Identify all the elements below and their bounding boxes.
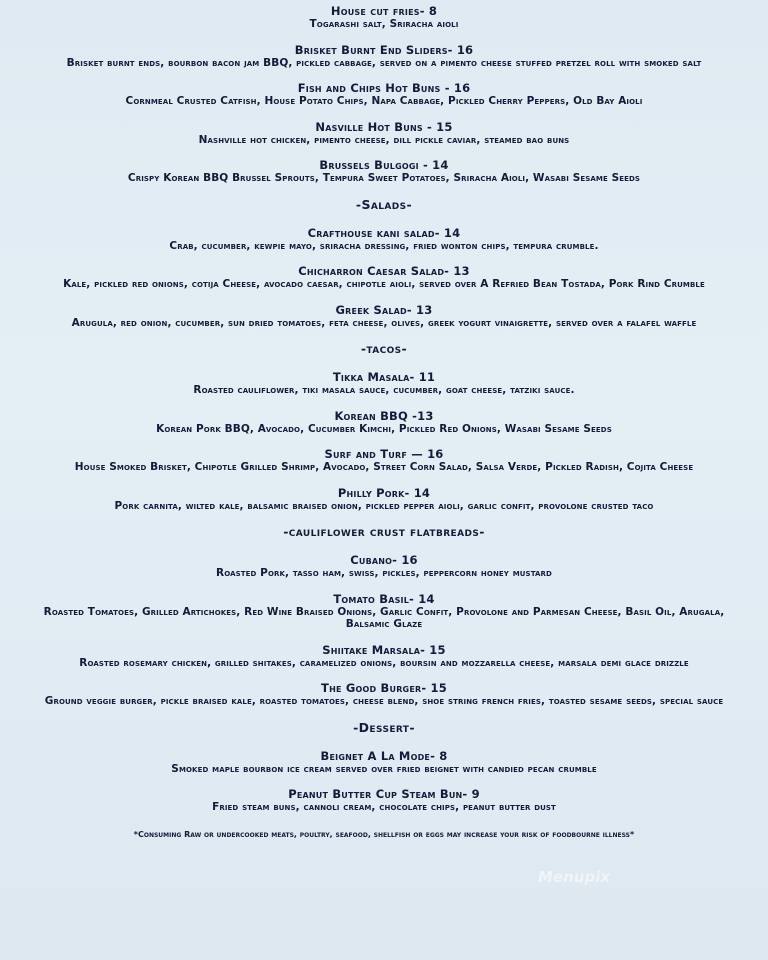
menu-item — [0, 158, 768, 185]
menu-item — [0, 81, 768, 108]
menu-item-title: Korean BBQ -13 — [334, 408, 434, 423]
menu-item-description: Nashville hot chicken, pimento cheese, dill pickle caviar, steamed bao buns — [198, 133, 570, 146]
menu-item-description: House Smoked Brisket, Chipotle Grilled Shrimp, Avocado, Street Corn Salad, Salsa Verde, Pickled Radish, Cojita Cheese — [74, 461, 694, 473]
menu-item — [0, 4, 768, 31]
menu-item-description: Roasted Tomatoes, Grilled Artichokes, Red Wine Braised Onions, Garlic Confit, Provolone and Parmesan Cheese, Basil Oil, Arugala, Balsamic Glaze — [43, 605, 725, 630]
menu-item — [0, 370, 768, 397]
menu-section — [0, 341, 768, 512]
menu-item-title: Tomato Basil- 14 — [333, 591, 435, 606]
menu-item — [0, 120, 768, 147]
menu-item-title: Brussels Bulgogi - 14 — [319, 158, 449, 172]
menu-item-description: Pork carnita, wilted kale, balsamic braised onion, pickled pepper aioli, garlic confit, provolone crusted taco — [114, 499, 654, 512]
menu-item-title: Greek Salad- 13 — [335, 302, 433, 317]
section-title: -tacos- — [360, 341, 408, 356]
menu-item — [0, 447, 768, 474]
menu-item — [0, 553, 768, 580]
menu-item — [0, 486, 768, 513]
menu-item-title: Peanut Butter Cup Steam Bun- 9 — [288, 787, 480, 801]
menu-item — [0, 681, 768, 708]
section-title: -cauliflower crust flatbreads- — [283, 524, 485, 539]
menu-item-description: Roasted rosemary chicken, grilled shitakes, caramelized onions, boursin and mozzarella cheese, marsala demi glace drizzle — [79, 656, 689, 669]
menu-item-description: Roasted Pork, tasso ham, swiss, pickles, peppercorn honey mustard — [216, 567, 552, 579]
menu-item-title: Tikka Masala- 11 — [332, 370, 436, 384]
menu-item-title: The Good Burger- 15 — [321, 681, 447, 695]
menu-section — [0, 4, 768, 185]
watermark: Menupix — [538, 868, 611, 886]
menu-item — [0, 226, 768, 253]
menu-item-title: Beignet A La Mode- 8 — [320, 748, 448, 763]
menu-item-description: Brisket burnt ends, bourbon bacon jam BBQ, pickled cabbage, served on a pimento cheese stuffed pretzel roll with smoked salt — [66, 56, 702, 69]
menu-item-description: Cornmeal Crusted Catfish, House Potato Chips, Napa Cabbage, Pickled Cherry Peppers, Old Bay Aioli — [125, 95, 643, 107]
menu-item — [0, 409, 768, 436]
menu-item-description: Crispy Korean BBQ Brussel Sprouts, Tempura Sweet Potatoes, Sriracha Aioli, Wasabi Sesame Seeds — [127, 172, 641, 184]
menu-item-description: Smoked maple bourbon ice cream served over fried beignet with candied pecan crumble — [171, 762, 597, 775]
menu-item-description: Kale, pickled red onions, cotija Cheese, avocado caesar, chipotle aioli, served over A Refried Bean Tostada, Pork Rind Crumble — [63, 278, 705, 290]
menu-item-title: Cubano- 16 — [350, 553, 418, 567]
menu-item-title: Philly Pork- 14 — [337, 485, 431, 500]
section-title: -Salads- — [355, 196, 413, 212]
menu-item-title: Crafthouse kani salad- 14 — [307, 225, 461, 240]
menu-item-description: Korean Pork BBQ, Avocado, Cucumber Kimchi, Pickled Red Onions, Wasabi Sesame Seeds — [156, 422, 612, 435]
menu-item-title: Surf and Turf — 16 — [324, 447, 444, 461]
menu-item — [0, 749, 768, 776]
menu-item-title: Brisket Burnt End Sliders- 16 — [294, 42, 474, 57]
menu-item-description: Fried steam buns, cannoli cream, chocolate chips, peanut butter dust — [212, 801, 556, 813]
menu-section — [0, 720, 768, 814]
menu-item — [0, 787, 768, 814]
menu-item-description: Roasted cauliflower, tiki masala sauce, cucumber, goat cheese, tatziki sauce. — [193, 384, 575, 396]
menu-item-description: Arugula, red onion, cucumber, sun dried tomatoes, feta cheese, olives, greek yogurt vinaigrette, served over a falafel waffle — [71, 316, 697, 329]
menu-item-description: Crab, cucumber, kewpie mayo, sriracha dressing, fried wonton chips, tempura crumble. — [169, 239, 599, 252]
section-title: -Dessert- — [353, 719, 415, 735]
menu-sections — [0, 4, 768, 814]
menu-item-title: Fish and Chips Hot Buns - 16 — [297, 81, 471, 95]
menu-item-title: Chicharron Caesar Salad- 13 — [298, 264, 470, 278]
menu-section — [0, 524, 768, 708]
disclaimer: *Consuming Raw or undercooked meats, poultry, seafood, shellfish or eggs may increase your risk of foodbourne illness* — [133, 829, 635, 839]
menu-item-title: Shiitake Marsala- 15 — [322, 642, 446, 657]
menu-item — [0, 303, 768, 330]
menu-item — [0, 592, 768, 631]
menu-item-description: Ground veggie burger, pickle braised kale, roasted tomatoes, cheese blend, shoe string french fries, toasted sesame seeds, special sauce — [44, 695, 724, 707]
menu-item-description: Togarashi salt, Sriracha aioli — [309, 18, 459, 30]
menu-item-title: House cut fries- 8 — [330, 4, 438, 18]
menu-item-title: Nasville Hot Buns - 15 — [315, 119, 453, 134]
menu-item — [0, 43, 768, 70]
menu-item — [0, 264, 768, 291]
menu-section — [0, 197, 768, 330]
menu-item — [0, 643, 768, 670]
